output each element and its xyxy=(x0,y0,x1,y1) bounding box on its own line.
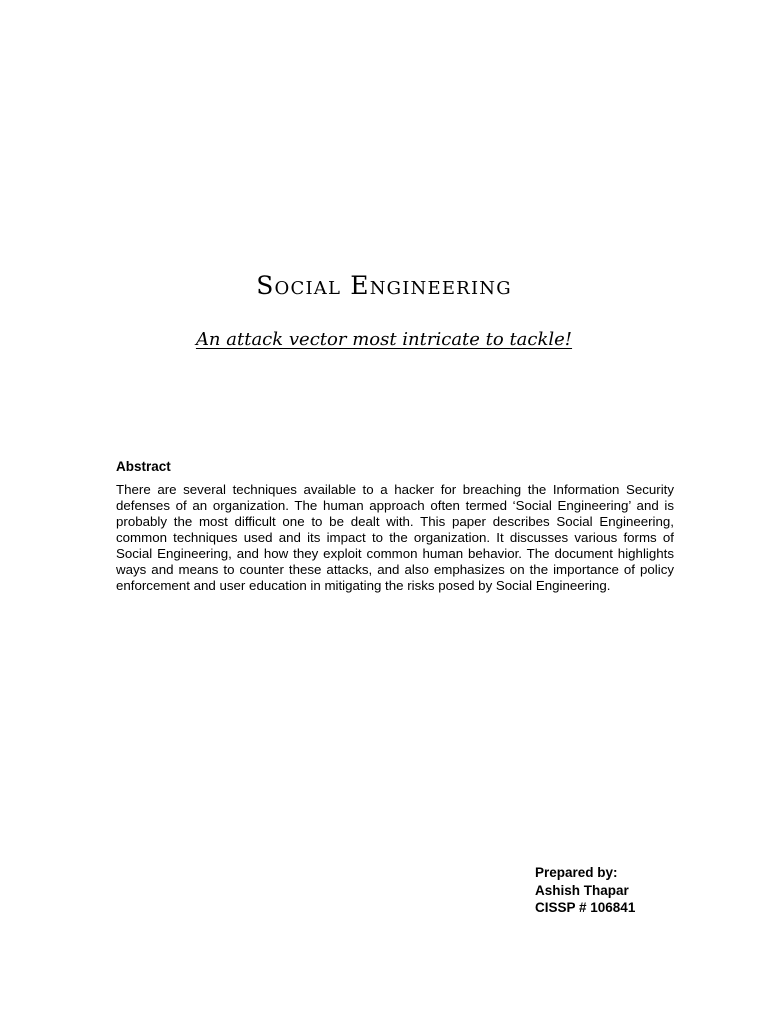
abstract-body: There are several techniques available to a hacker for breaching the Information Security defenses of an organization. The human approach often termed ‘Social Engineering’ and is probably the most difficult one to be dealt with. This paper describes Social Engineering, common techniques used and its impact to the organization. It discusses various forms of Social Engineering, and how they exploit common human behavior. The document highlights ways and means to counter these attacks, and also emphasizes on the importance of policy enforcement and user education in mitigating the risks posed by Social Engineering. xyxy=(116,482,674,593)
author-credential: CISSP # 106841 xyxy=(535,900,636,915)
document-subtitle xyxy=(0,325,768,355)
document-title: Social Engineering xyxy=(256,271,512,300)
author-block xyxy=(535,864,635,917)
author-name: Ashish Thapar xyxy=(535,882,629,898)
document-subtitle-text: An attack vector most intricate to tackle! xyxy=(195,329,573,350)
prepared-by-label: Prepared by: xyxy=(535,865,618,880)
abstract-heading: Abstract xyxy=(116,459,171,474)
